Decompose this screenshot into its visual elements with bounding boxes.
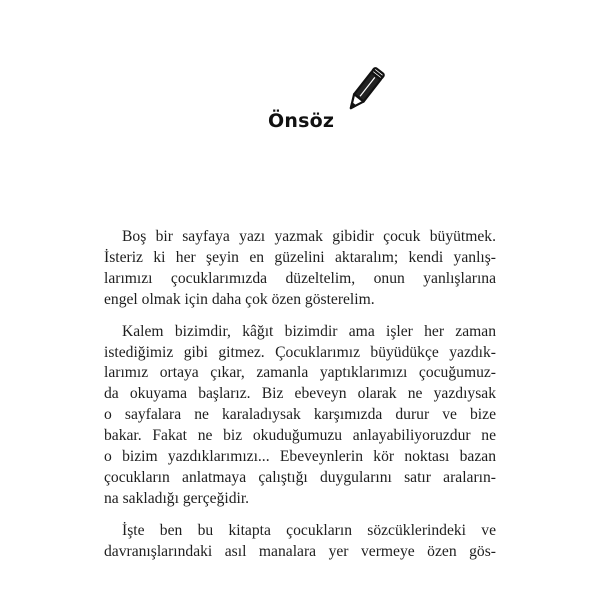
text-line: Kalem bizimdir, kâğıt bizimdir ama işler her zaman <box>122 322 496 340</box>
text-line: Boş bir sayfaya yazı yazmak gibidir çocuk büyütmek. <box>122 228 496 245</box>
preface-body <box>104 227 496 574</box>
paragraph <box>104 227 496 311</box>
text-line: davranışlarındaki asıl manalara yer vermeye özen gös- <box>104 542 496 560</box>
text-line: engel olmak için daha çok özen gösterelim. <box>104 290 375 308</box>
text-line: İşte ben bu kitapta çocukların sözcüklerindeki ve <box>122 521 496 539</box>
text-line: o sayfalara ne karaladıysak karşımızda durur ve bize <box>104 406 496 424</box>
preface-heading <box>268 92 334 132</box>
page-title: Önsöz <box>268 110 335 132</box>
text-line: İsteriz ki her şeyin en güzelini aktaralım; kendi yanlış- <box>104 248 496 266</box>
text-line: o bizim yazdıklarımızı... Ebeveynlerin kör noktası bazan <box>104 448 496 466</box>
pencil-icon <box>340 60 390 120</box>
text-line: da okuyama başlarız. Biz ebeveyn olarak ne yazdıysak <box>104 385 496 403</box>
text-line: istediğimiz gibi gitmez. Çocuklarımız büyüdükçe yazdık- <box>104 343 496 361</box>
paragraph <box>104 322 496 510</box>
text-line: na sakladığı gerçeğidir. <box>104 489 250 507</box>
text-line: larımızı çocuklarımızda düzeltelim, onun yanlışlarına <box>104 269 496 287</box>
paragraph <box>104 521 496 563</box>
text-line: çocukların anlatmaya çalıştığı duygularını satır araların- <box>104 468 496 486</box>
text-line: bakar. Fakat ne biz okuduğumuzu anlayabiliyoruzdur ne <box>104 427 496 445</box>
text-line: larımız ortaya çıkar, zamanla yaptıklarımızı çocuğumuz- <box>104 364 496 382</box>
